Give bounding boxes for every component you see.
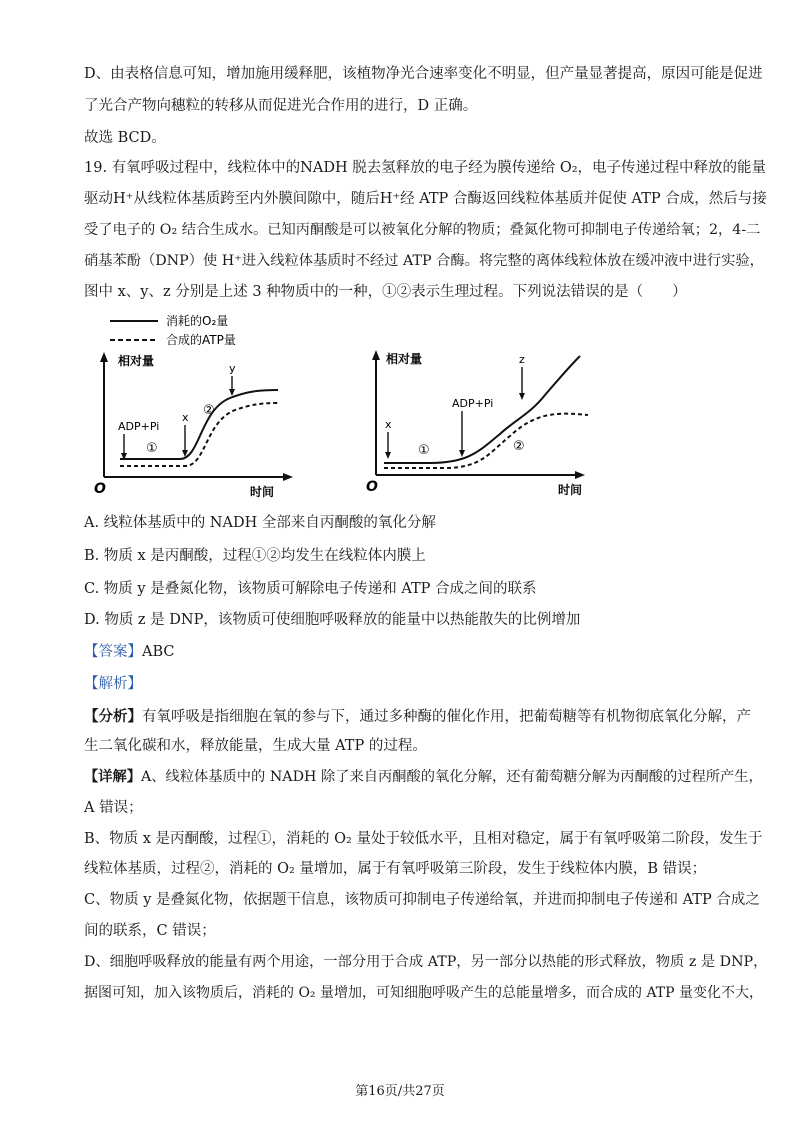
right-xlabel: 时间: [558, 483, 583, 497]
left-x-label: x: [182, 411, 189, 424]
left-process-1: ①: [146, 441, 158, 456]
text-line: 线粒体基质，过程②，消耗的 O₂ 量增加，属于有氧呼吸第三阶段，发生于线粒体内膜，B 错误；: [84, 861, 707, 877]
text-line: C、物质 y 是叠氮化物，依据题干信息，该物质可抑制电子传递给氧，并进而抑制电子传递和 ATP 合成之: [84, 892, 760, 908]
text-line: 硝基苯酚（DNP）使 H⁺进入线粒体基质时不经过 ATP 合酶。将完整的离体线粒体放在缓冲液中进行实验，: [84, 253, 764, 269]
left-xlabel: 时间: [250, 485, 275, 499]
right-process-2: ②: [513, 439, 525, 454]
fenxi-line: [84, 706, 751, 728]
question-19-stem: 19. 有氧呼吸过程中，线粒体中的NADH 脱去氢释放的电子经为膜传递给 O₂，电子传递过程中释放的能量: [84, 160, 767, 176]
detail-line: [84, 766, 763, 788]
text-line: D、细胞呼吸释放的能量有两个用途，一部分用于合成 ATP，另一部分以热能的形式释放，物质 z 是 DNP，: [84, 954, 768, 970]
detail-text: A、线粒体基质中的 NADH 除了来自丙酮酸的氧化分解，还有葡萄糖分解为丙酮酸的过程所产生，: [141, 769, 763, 785]
answer-tag: 【答案】: [84, 644, 142, 660]
experiment-figure: [0, 310, 800, 500]
option-b: B. 物质 x 是丙酮酸，过程①②均发生在线粒体内膜上: [84, 548, 426, 564]
text-line: 驱动H⁺从线粒体基质跨至内外膜间隙中，随后H⁺经 ATP 合酶返回线粒体基质并促使 ATP 合成，然后与接: [84, 191, 767, 207]
left-y-label: y: [229, 362, 236, 375]
right-adp-label: ADP+Pi: [452, 397, 494, 410]
text-line: A 错误；: [84, 800, 143, 816]
right-ylabel: 相对量: [386, 352, 423, 366]
text-line: 图中 x、y、z 分别是上述 3 种物质中的一种，①②表示生理过程。下列说法错误的是（ ）: [84, 284, 687, 300]
text-line: 生二氧化碳和水，释放能量，生成大量 ATP 的过程。: [84, 738, 427, 754]
right-x-label: x: [385, 418, 392, 431]
page-number: 第16页/共27页: [355, 1084, 445, 1099]
answer-line: [84, 641, 175, 663]
text-line: 据图可知，加入该物质后，消耗的 O₂ 量增加，可知细胞呼吸产生的总能量增多，而合成的 ATP 量变化不大，: [84, 985, 763, 1001]
left-atp-curve: [120, 403, 278, 466]
left-adp-label: ADP+Pi: [118, 420, 160, 433]
left-ylabel: 相对量: [118, 354, 155, 368]
answer-value: ABC: [142, 644, 175, 660]
legend-o2-label: 消耗的O₂量: [166, 314, 229, 328]
text-line: D、由表格信息可知，增加施用缓释肥，该植物净光合速率变化不明显，但产量显著提高，原因可能是促进: [84, 66, 763, 82]
option-a: A. 线粒体基质中的 NADH 全部来自丙酮酸的氧化分解: [84, 515, 436, 531]
right-graph: [366, 350, 588, 497]
text-line: 故选 BCD。: [84, 130, 166, 146]
left-process-2: ②: [203, 403, 215, 418]
detail-tag: 【详解】: [84, 769, 142, 785]
right-z-label: z: [519, 353, 525, 366]
left-origin: O: [94, 481, 106, 497]
fenxi-tag: 【分析】: [84, 708, 142, 725]
text-line: 了光合产物向穗粒的转移从而促进光合作用的进行，D 正确。: [84, 98, 478, 114]
option-c: C. 物质 y 是叠氮化物，该物质可解除电子传递和 ATP 合成之间的联系: [84, 581, 537, 597]
text-line: 受了电子的 O₂ 结合生成水。已知丙酮酸是可以被氧化分解的物质；叠氮化物可抑制电子传递给氧；2，4-二: [84, 222, 761, 238]
text-line: B、物质 x 是丙酮酸，过程①，消耗的 O₂ 量处于较低水平，且相对稳定，属于有氧呼吸第二阶段，发生于: [84, 831, 763, 847]
right-process-1: ①: [418, 443, 430, 458]
legend-atp-label: 合成的ATP量: [166, 333, 236, 347]
analysis-tag: 【解析】: [84, 676, 142, 692]
right-atp-curve: [384, 414, 588, 468]
left-graph: [94, 352, 293, 499]
fenxi-text: 有氧呼吸是指细胞在氧的参与下，通过多种酶的催化作用，把葡萄糖等有机物彻底氧化分解，产: [142, 709, 751, 725]
text-line: 间的联系，C 错误；: [84, 923, 216, 939]
right-origin: O: [366, 479, 378, 495]
option-d: D. 物质 z 是 DNP，该物质可使细胞呼吸释放的能量中以热能散失的比例增加: [84, 612, 581, 628]
